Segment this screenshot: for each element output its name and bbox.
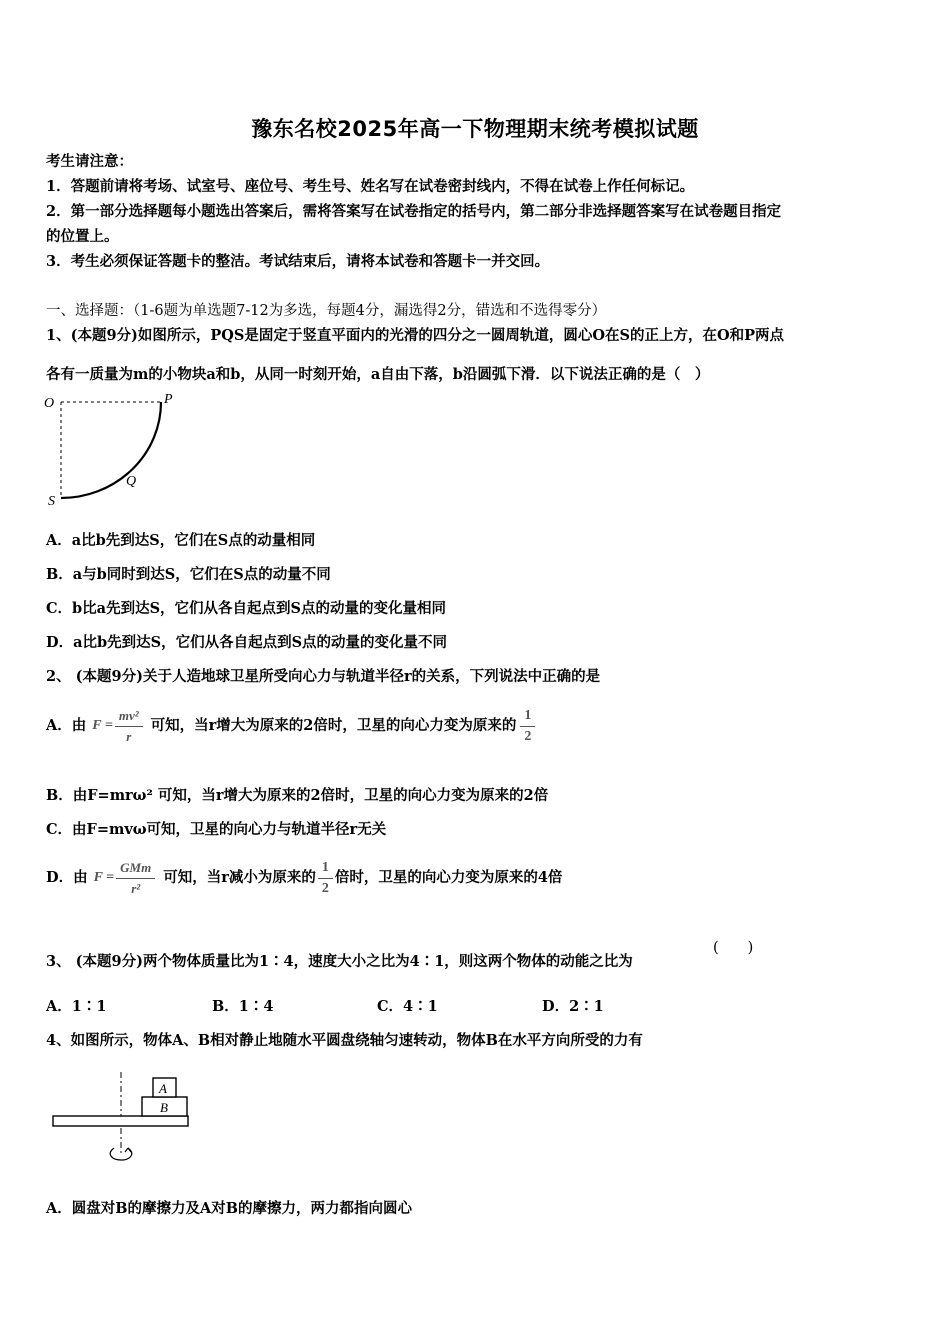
frac-denominator: 2 [321, 880, 329, 896]
q3-stem: 3、 (本题9分)两个物体质量比为1∶4，速度大小之比为4∶1，则这两个物体的动能之比为 [46, 953, 633, 970]
q2-option-d [46, 858, 562, 898]
turntable-disk [53, 1116, 188, 1126]
q2-stem: 2、 (本题9分)关于人造地球卫星所受向心力与轨道半径r的关系，下列说法中正确的是 [46, 668, 601, 685]
q2-d-equation [116, 858, 155, 899]
q4-stem: 4、如图所示，物体A、B相对静止地随水平圆盘绕轴匀速转动，物体B在水平方向所受的力有 [46, 1032, 643, 1049]
q2-option-c: C．由F=mvω可知，卫星的向心力与轨道半径r无关 [46, 821, 387, 838]
q2-a-prefix: A．由 [46, 717, 87, 734]
q2-a-text: 可知，当r增大为原来的2倍时，卫星的向心力变为原来的 [150, 717, 517, 734]
q1-stem-line1: 1、(本题9分)如图所示，PQS是固定于竖直平面内的光滑的四分之一圆周轨道，圆心O在S的正上方，在O和P两点 [46, 327, 785, 344]
q3-answer-paren: ( ) [713, 940, 754, 956]
q1-option-c: C．b比a先到达S，它们从各自起点到S点的动量的变化量相同 [46, 600, 447, 617]
q3-option-d: D．2∶1 [542, 998, 604, 1015]
q2-d-prefix: D．由 [46, 869, 88, 886]
q2-d-eq-lhs: F = [93, 870, 115, 885]
q4-turntable-figure [50, 1070, 195, 1165]
q2-d-text1: 可知，当r减小为原来的 [163, 869, 316, 886]
eq-numerator: mv² [115, 706, 143, 727]
q1-stem-line2: 各有一质量为m的小物块a和b，从同一时刻开始，a自由下落，b沿圆弧下滑．以下说法正确的是（ ） [46, 366, 710, 383]
q3-option-c: C．4∶1 [377, 998, 438, 1015]
q2-d-text2: 倍时，卫星的向心力变为原来的4倍 [334, 869, 563, 886]
q3-option-b: B．1∶4 [212, 998, 274, 1015]
q2-a-equation [115, 706, 143, 747]
arc-track [61, 402, 161, 498]
label-b: B [160, 1100, 168, 1115]
notice-item: 3．考生必须保证答题卡的整洁。考试结束后，请将本试卷和答题卡一并交回。 [46, 253, 550, 270]
q2-a-eq-lhs: F = [92, 718, 113, 733]
q1-quarter-circle-figure [40, 390, 180, 510]
q2-option-a [46, 706, 535, 746]
q2-d-fraction [318, 858, 333, 899]
frac-denominator: 2 [524, 728, 532, 744]
arrowhead-icon [125, 1148, 131, 1152]
notice-heading: 考生请注意： [46, 153, 133, 170]
page-title: 豫东名校2025年高一下物理期末统考模拟试题 [251, 117, 699, 141]
label-s: S [48, 494, 55, 509]
label-q: Q [126, 474, 137, 489]
q4-option-a: A．圆盘对B的摩擦力及A对B的摩擦力，两力都指向圆心 [46, 1200, 413, 1217]
label-o: O [44, 396, 55, 411]
section-heading: 一、选择题：（1-6题为单选题7-12为多选，每题4分，漏选得2分，错选和不选得零分） [46, 303, 607, 319]
q1-option-b: B．a与b同时到达S，它们在S点的动量不同 [46, 566, 331, 583]
notice-item: 的位置上。 [46, 228, 119, 245]
label-a: A [159, 1081, 167, 1096]
frac-numerator: 1 [318, 858, 333, 879]
q1-option-d: D．a比b先到达S，它们从各自起点到S点的动量的变化量不同 [46, 634, 448, 651]
notice-item: 1．答题前请将考场、试室号、座位号、考生号、姓名写在试卷密封线内，不得在试卷上作任何标记。 [46, 178, 695, 195]
eq-denominator: r² [131, 880, 141, 896]
notice-item: 2．第一部分选择题每小题选出答案后，需将答案写在试卷指定的括号内，第二部分非选择题答案写在试卷题目指定 [46, 203, 782, 220]
q2-option-b: B．由F=mrω² 可知，当r增大为原来的2倍时，卫星的向心力变为原来的2倍 [46, 787, 549, 804]
q1-option-a: A．a比b先到达S，它们在S点的动量相同 [46, 532, 316, 549]
q2-a-fraction [520, 706, 535, 747]
frac-numerator: 1 [520, 706, 535, 727]
q3-option-a: A．1∶1 [46, 998, 107, 1015]
eq-denominator: r [126, 728, 132, 744]
eq-numerator: GMm [116, 858, 155, 879]
label-p: P [164, 392, 173, 407]
